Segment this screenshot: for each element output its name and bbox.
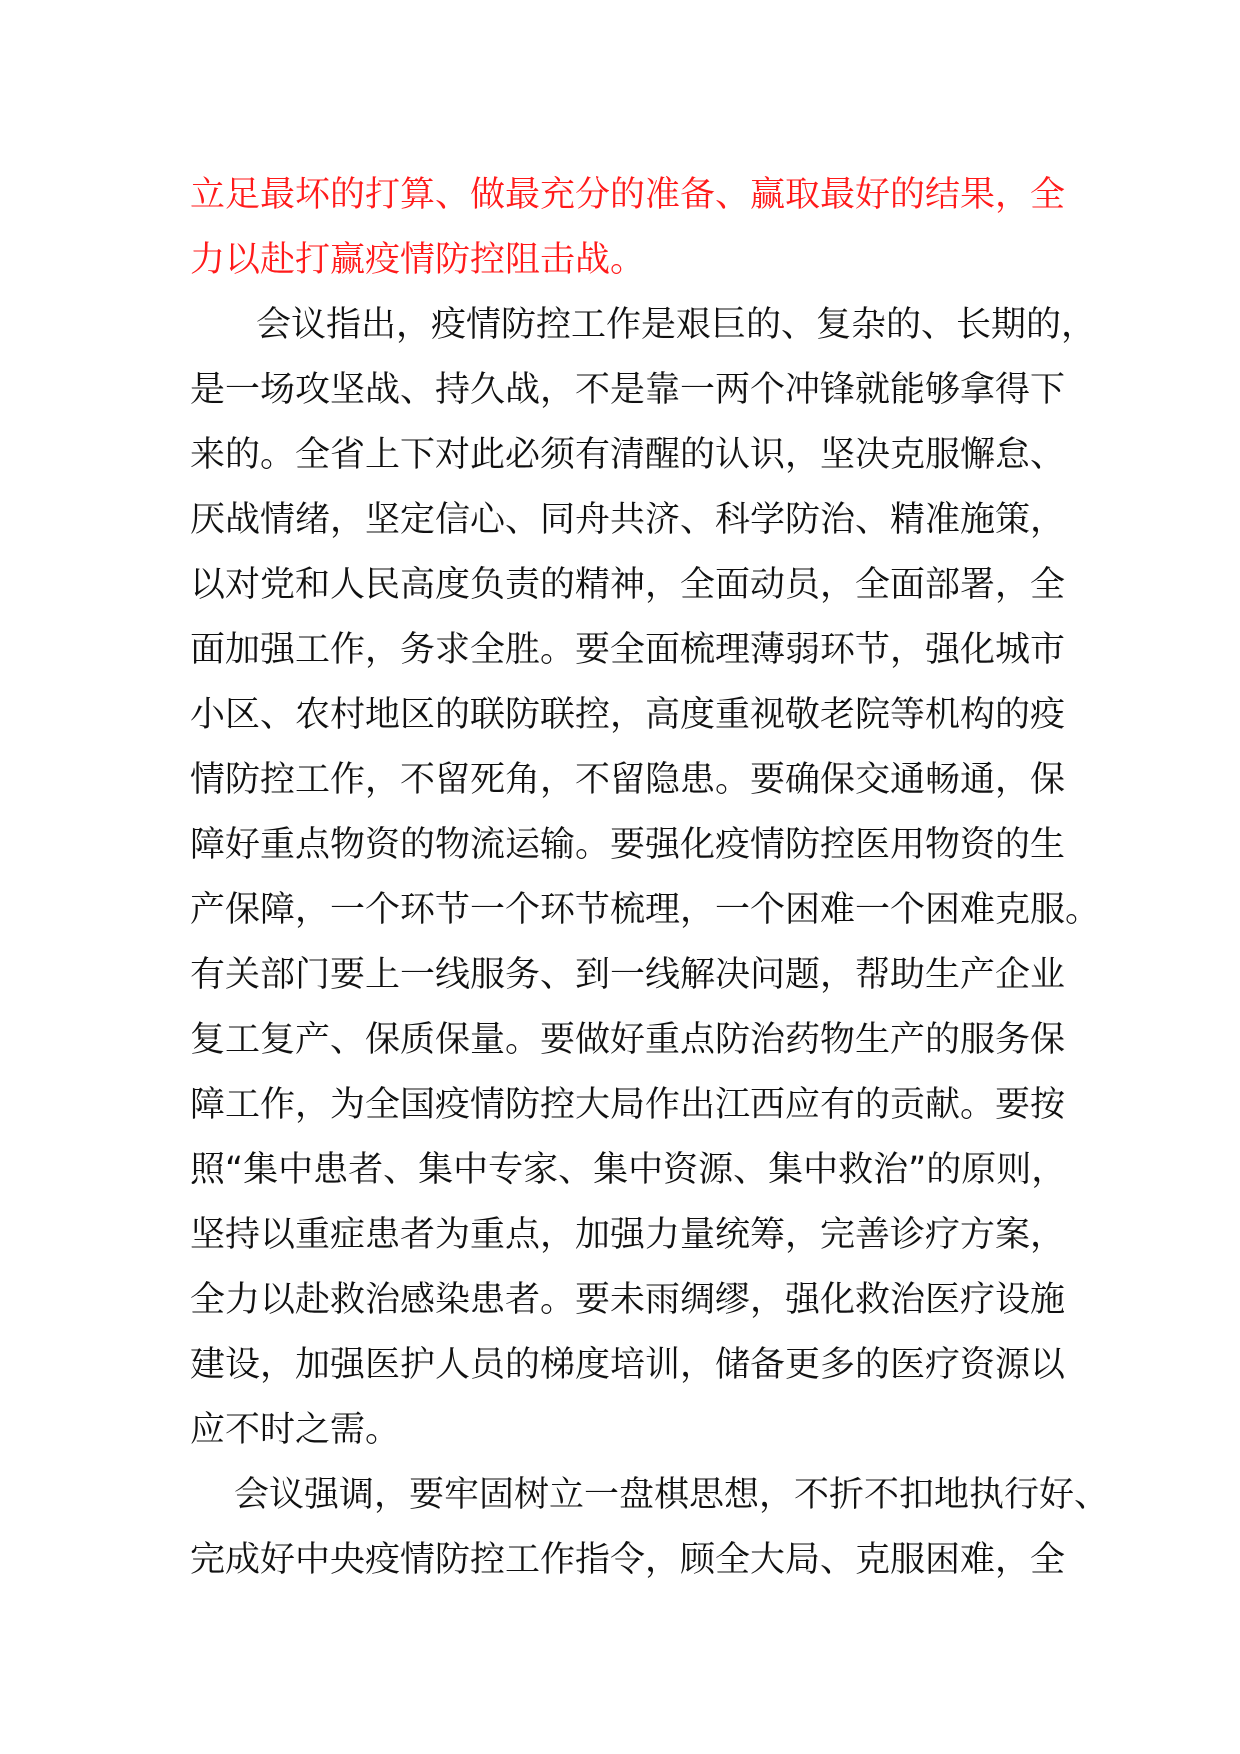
paragraph-line: 小区、农村地区的联防联控，高度重视敬老院等机构的疫	[190, 695, 1066, 735]
paragraph-line: 复工复产、保质保量。要做好重点防治药物生产的服务保	[190, 1020, 1066, 1060]
paragraph-line: 应不时之需。	[190, 1410, 401, 1450]
paragraph-meeting-points	[190, 293, 1101, 1463]
paragraph-line: 全力以赴救治感染患者。要未雨绸缪，强化救治医疗设施	[190, 1280, 1066, 1320]
paragraph-line: 厌战情绪，坚定信心、同舟共济、科学防治、精准施策，	[190, 500, 1066, 540]
paragraph-line: 坚持以重症患者为重点，加强力量统筹，完善诊疗方案，	[190, 1215, 1066, 1255]
paragraph-line: 建设，加强医护人员的梯度培训，储备更多的医疗资源以	[190, 1345, 1066, 1385]
paragraph-line: 是一场攻坚战、持久战，不是靠一两个冲锋就能够拿得下	[190, 370, 1066, 410]
paragraph-line: 来的。全省上下对此必须有清醒的认识，坚决克服懈怠、	[190, 435, 1066, 475]
paragraph-line: 以对党和人民高度负责的精神，全面动员，全面部署，全	[190, 565, 1066, 605]
highlight-line: 力以赴打赢疫情防控阻击战。	[190, 240, 646, 280]
paragraph-line: 会议指出，疫情防控工作是艰巨的、复杂的、长期的，	[256, 305, 1097, 345]
paragraph-line: 会议强调，要牢固树立一盘棋思想，不折不扣地执行好、	[234, 1475, 1110, 1515]
paragraph-line: 有关部门要上一线服务、到一线解决问题，帮助生产企业	[190, 955, 1066, 995]
document-page	[190, 163, 1110, 1593]
highlight-line: 立足最坏的打算、做最充分的准备、赢取最好的结果，全	[190, 175, 1066, 215]
paragraph-line: 产保障，一个环节一个环节梳理，一个困难一个困难克服。	[190, 890, 1101, 930]
paragraph-line: 情防控工作，不留死角，不留隐患。要确保交通畅通，保	[190, 760, 1066, 800]
paragraph-line: 完成好中央疫情防控工作指令，顾全大局、克服困难，全	[190, 1540, 1066, 1580]
paragraph-meeting-emphasis	[190, 1463, 1110, 1593]
highlighted-text	[190, 163, 1066, 293]
paragraph-line: 障好重点物资的物流运输。要强化疫情防控医用物资的生	[190, 825, 1066, 865]
paragraph-line: 障工作，为全国疫情防控大局作出江西应有的贡献。要按	[190, 1085, 1066, 1125]
paragraph-line: 面加强工作，务求全胜。要全面梳理薄弱环节，强化城市	[190, 630, 1066, 670]
paragraph-line: 照“集中患者、集中专家、集中资源、集中救治”的原则，	[190, 1150, 1067, 1190]
